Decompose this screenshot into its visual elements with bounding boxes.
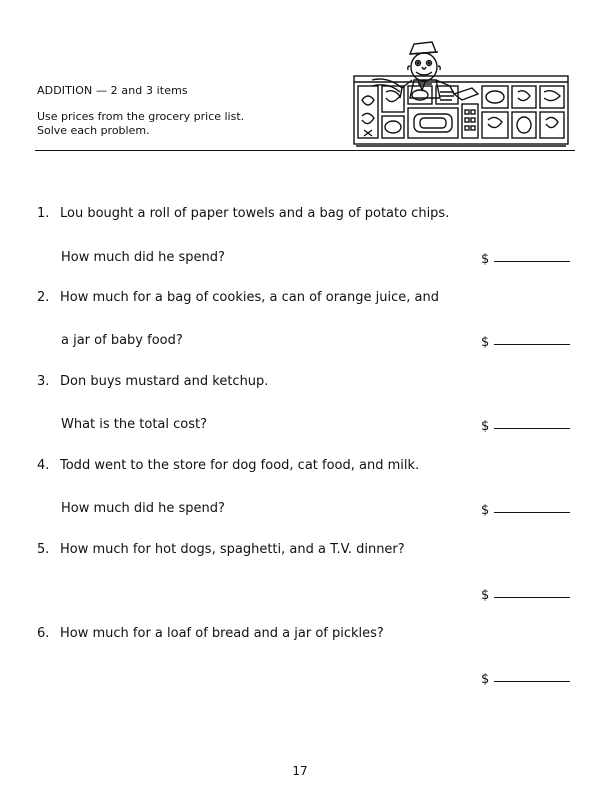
dollar-sign: $ <box>481 252 490 267</box>
question-text: How much did he spend? <box>61 501 225 516</box>
question-number: 1. <box>37 206 50 221</box>
dollar-sign: $ <box>481 335 490 350</box>
answer-line[interactable] <box>494 344 570 345</box>
instructions <box>37 110 244 138</box>
question-text: How much for a bag of cookies, a can of orange juice, and <box>60 290 439 305</box>
question-number: 4. <box>37 458 50 473</box>
dollar-sign: $ <box>481 672 490 687</box>
question-text: What is the total cost? <box>61 417 208 432</box>
question-number: 5. <box>37 542 50 557</box>
question-number: 3. <box>37 374 50 389</box>
instruction-line-2: Solve each problem. <box>37 124 150 137</box>
question-number: 6. <box>37 626 50 641</box>
answer-line[interactable] <box>494 681 570 682</box>
question-number: 2. <box>37 290 50 305</box>
page-title: ADDITION — 2 and 3 items <box>37 84 188 97</box>
dollar-sign: $ <box>481 419 490 434</box>
answer-blank[interactable] <box>481 588 570 603</box>
answer-line[interactable] <box>494 597 570 598</box>
header-divider <box>35 150 575 151</box>
question-text: How much for a loaf of bread and a jar of pickles? <box>60 626 384 641</box>
instruction-line-1: Use prices from the grocery price list. <box>37 110 245 123</box>
question-text: a jar of baby food? <box>61 333 183 348</box>
answer-blank[interactable] <box>481 503 570 518</box>
question-text: Lou bought a roll of paper towels and a bag of potato chips. <box>60 206 450 221</box>
question-text: How much for hot dogs, spaghetti, and a T.V. dinner? <box>60 542 405 557</box>
answer-blank[interactable] <box>481 335 570 350</box>
answer-line[interactable] <box>494 428 570 429</box>
answer-line[interactable] <box>494 261 570 262</box>
answer-blank[interactable] <box>481 672 570 687</box>
question-text: Don buys mustard and ketchup. <box>60 374 269 389</box>
answer-line[interactable] <box>494 512 570 513</box>
dollar-sign: $ <box>481 588 490 603</box>
question-text: Todd went to the store for dog food, cat food, and milk. <box>60 458 420 473</box>
answer-blank[interactable] <box>481 419 570 434</box>
question-text: How much did he spend? <box>61 250 225 265</box>
grocer-behind-counter-illustration <box>352 40 570 148</box>
answer-blank[interactable] <box>481 252 570 267</box>
dollar-sign: $ <box>481 503 490 518</box>
page-number: 17 <box>292 764 308 778</box>
